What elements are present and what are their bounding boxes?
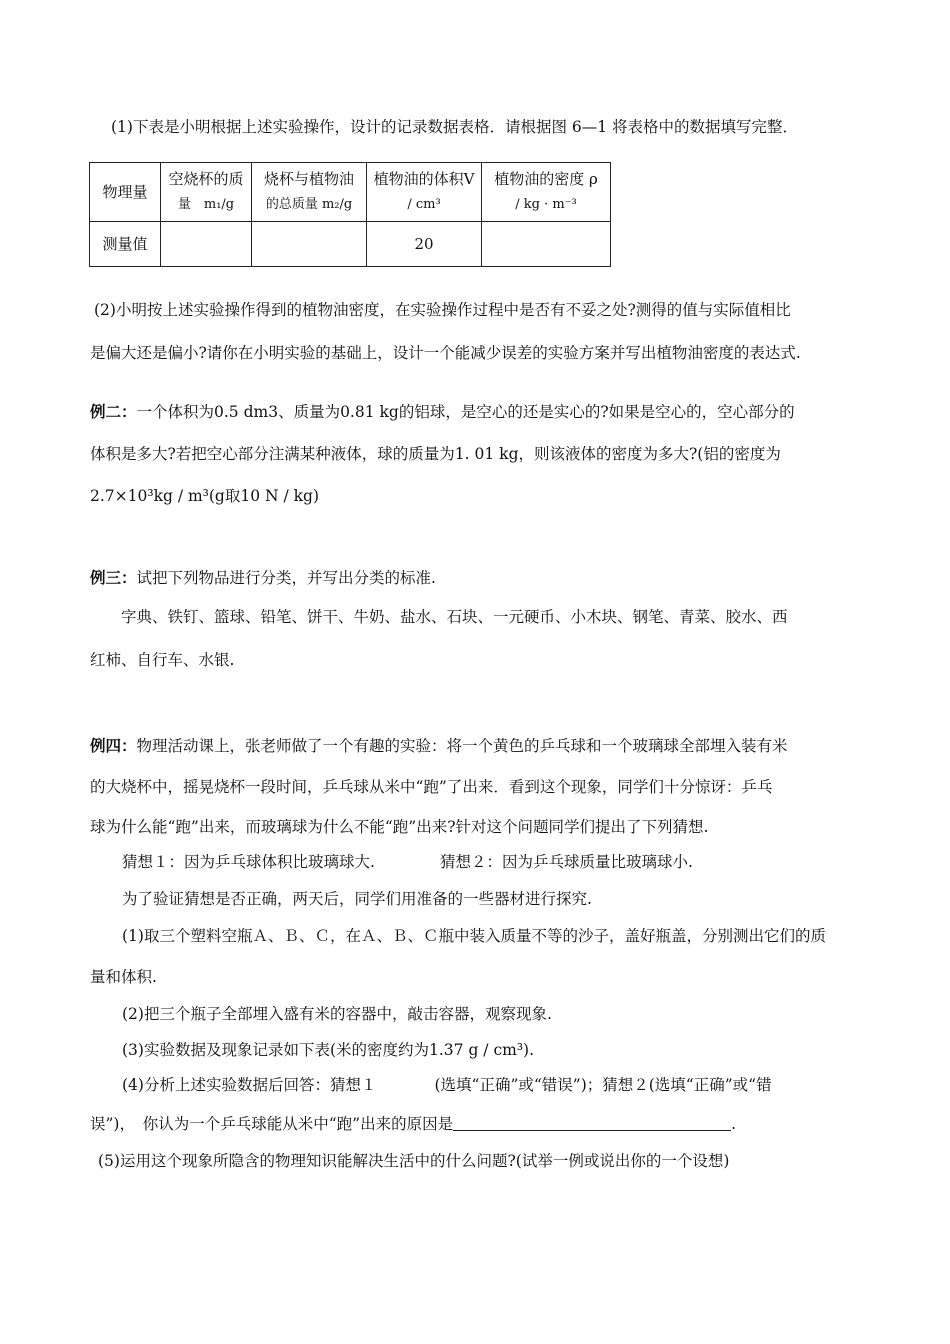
- question-part-2-line-1: (2)小明按上述实验操作得到的植物油密度，在实验操作过程中是否有不妥之处?测得的值与实际值相比: [94, 301, 791, 319]
- step-4-line-2: [90, 1114, 736, 1134]
- example-2-line-2: 体积是多大?若把空心部分注满某种液体，球的质量为1. 01 kg，则该液体的密度为多大?(铝的密度为: [90, 445, 781, 463]
- step-3: (3)实验数据及现象记录如下表(米的密度约为1.37 g / cm³).: [122, 1041, 535, 1059]
- example-2-line-1: [90, 402, 795, 422]
- step-4-line-1: [122, 1075, 772, 1095]
- example-4-line-3: 球为什么能“跑”出来，而玻璃球为什么不能“跑”出来?针对这个问题同学们提出了下列猜想.: [90, 818, 709, 836]
- step-5: (5)运用这个现象所隐含的物理知识能解决生活中的什么问题?(试举一例或说出你的一个设想): [98, 1152, 730, 1170]
- table-header-cell: 烧杯与植物油 的总质量 m₂/g: [252, 163, 367, 222]
- example-2-line-3: 2.7×10³kg / m³(g取10 N / kg): [90, 487, 319, 505]
- step-4-text-before-blank: (4)分析上述实验数据后回答：猜想１: [122, 1076, 377, 1094]
- table-header-cell: 物理量: [90, 163, 161, 222]
- verify-intro: 为了验证猜想是否正确，两天后，同学们用准备的一些器材进行探究.: [122, 890, 592, 908]
- guess-1: 猜想１：因为乒乓球体积比玻璃球大.: [122, 853, 375, 871]
- example-4-line-2: 的大烧杯中，摇晃烧杯一段时间，乒乓球从米中“跑”了出来．看到这个现象，同学们十分惊讶：乒乓: [90, 778, 773, 796]
- example-2-text: 一个体积为0.5 dm3、质量为0.81 kg的铝球，是空心的还是实心的?如果是空心的，空心部分的: [136, 403, 795, 421]
- step-1-line-2: 量和体积.: [90, 968, 157, 986]
- answer-blank-reason[interactable]: [453, 1114, 731, 1131]
- table-cell: [161, 222, 252, 267]
- example-4-label: 例四：: [90, 737, 137, 755]
- question-part-1: (1)下表是小明根据上述实验操作，设计的记录数据表格．请根据图 6—1 将表格中的数据填写完整．: [111, 118, 799, 136]
- example-3-label: 例三：: [90, 569, 137, 587]
- question-part-2-line-2: 是偏大还是偏小?请你在小明实验的基础上，设计一个能减少误差的实验方案并写出植物油密度的表达式.: [90, 344, 801, 362]
- table-row: [90, 222, 611, 267]
- data-record-table: [89, 162, 611, 267]
- step-4-text-after-blank: (选填“正确”或“错误”)；猜想２(选填“正确”或“错: [434, 1076, 772, 1094]
- table-header-cell: 空烧杯的质 量 m₁/g: [161, 163, 252, 222]
- example-2-label: 例二：: [90, 403, 137, 421]
- example-3-items-line-1: 字典、铁钉、篮球、铅笔、饼干、牛奶、盐水、石块、一元硬币、小木块、钢笔、青菜、胶水、西: [121, 608, 788, 626]
- step-4-reason-prompt: 误”)， 你认为一个乒乓球能从米中“跑”出来的原因是: [90, 1115, 454, 1133]
- table-header-cell: 植物油的密度 ρ / kg · m⁻³: [482, 163, 611, 222]
- example-3-items-line-2: 红柿、自行车、水银.: [90, 651, 235, 669]
- table-cell: 20: [367, 222, 482, 267]
- example-4-line-1: [90, 736, 788, 756]
- table-cell: [252, 222, 367, 267]
- table-cell: [482, 222, 611, 267]
- example-3-text: 试把下列物品进行分类，并写出分类的标准.: [136, 569, 436, 587]
- table-cell: 测量值: [90, 222, 161, 267]
- example-4-text: 物理活动课上，张老师做了一个有趣的实验：将一个黄色的乒乓球和一个玻璃球全部埋入装有米: [136, 737, 788, 755]
- step-4-period: .: [731, 1115, 737, 1133]
- example-3-line-1: [90, 568, 436, 588]
- step-2: (2)把三个瓶子全部埋入盛有米的容器中，敲击容器，观察现象.: [122, 1005, 552, 1023]
- table-header-row: [90, 163, 611, 222]
- guess-2: 猜想２：因为乒乓球质量比玻璃球小.: [440, 853, 693, 871]
- step-1-line-1: (1)取三个塑料空瓶Ａ、Ｂ、Ｃ，在Ａ、Ｂ、Ｃ瓶中装入质量不等的沙子，盖好瓶盖，分别测出它们的质: [122, 927, 826, 945]
- table-header-cell: 植物油的体积V / cm³: [367, 163, 482, 222]
